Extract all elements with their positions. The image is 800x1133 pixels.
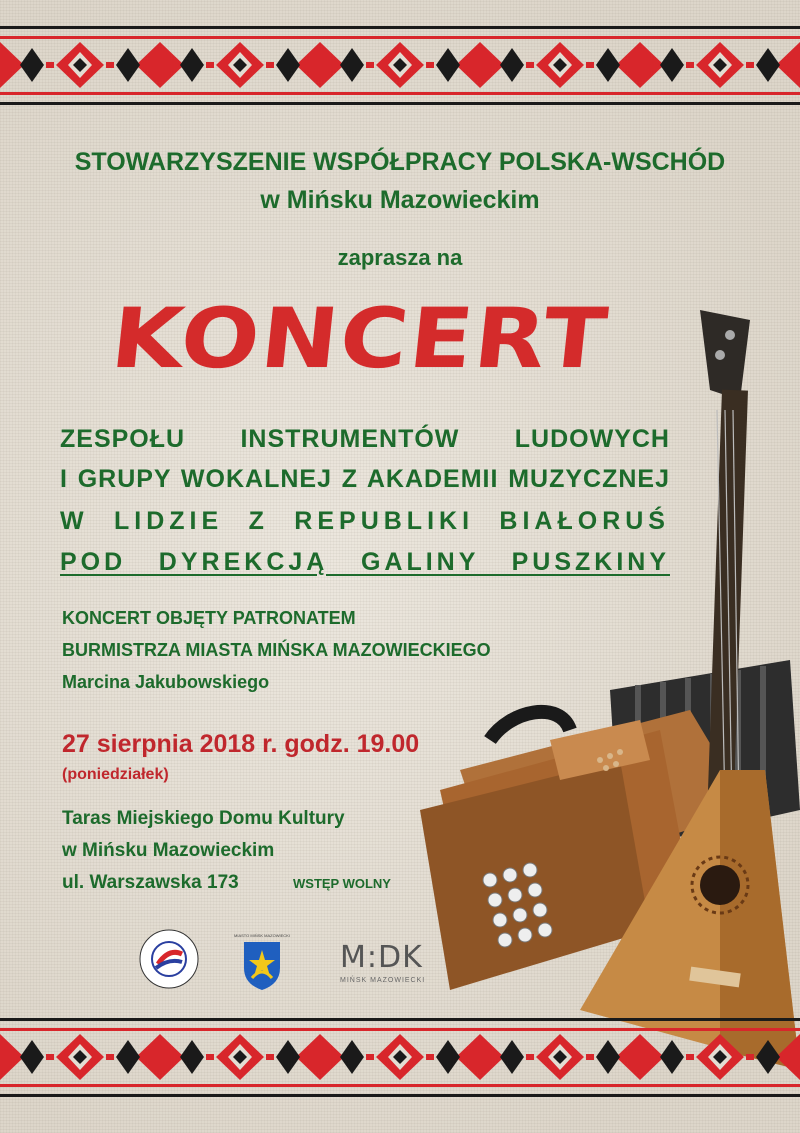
ensemble-line-2: I GRUPY WOKALNEJ Z AKADEMII MUZYCZNEJ: [60, 465, 670, 493]
bottom-embroidery-border: [0, 1010, 800, 1105]
association-logo: [138, 928, 200, 990]
patronage-line-1: KONCERT OBJĘTY PATRONATEM: [62, 608, 356, 628]
ensemble-line-1: ZESPOŁU INSTRUMENTÓW LUDOWYCH: [60, 425, 670, 453]
event-weekday: (poniedziałek): [62, 766, 169, 783]
patronage-line-3: Marcina Jakubowskiego: [62, 672, 270, 692]
ensemble-line-4: POD DYREKCJĄ GALINY PUSZKINY: [60, 548, 670, 576]
mdk-logo-subtitle: MIŃSK MAZOWIECKI: [340, 977, 426, 984]
top-embroidery-border: [0, 18, 800, 113]
organization-city: w Mińsku Mazowieckim: [260, 186, 540, 214]
venue-line-2: w Mińsku Mazowieckim: [62, 840, 275, 861]
invitation-text: zaprasza na: [337, 245, 463, 270]
concert-title: KONCERT: [106, 290, 614, 387]
patronage-line-2: BURMISTRZA MIASTA MIŃSKA MAZOWIECKIEGO: [62, 640, 491, 660]
venue-line-1: Taras Miejskiego Domu Kultury: [62, 808, 345, 829]
organization-name: STOWARZYSZENIE WSPÓŁPRACY POLSKA-WSCHÓD: [74, 148, 726, 176]
instruments-illustration: [420, 290, 800, 1115]
mdk-logo: M:DK: [340, 940, 423, 975]
ensemble-line-3: W LIDZIE Z REPUBLIKI BIAŁORUŚ: [60, 507, 670, 535]
city-coat-of-arms: [242, 936, 282, 991]
venue-line-3: ul. Warszawska 173: [62, 872, 239, 893]
event-date: 27 sierpnia 2018 r. godz. 19.00: [62, 730, 420, 758]
free-entry-text: WSTĘP WOLNY: [293, 876, 391, 891]
city-logo-caption: MIASTO MIŃSK MAZOWIECKI: [234, 933, 290, 938]
